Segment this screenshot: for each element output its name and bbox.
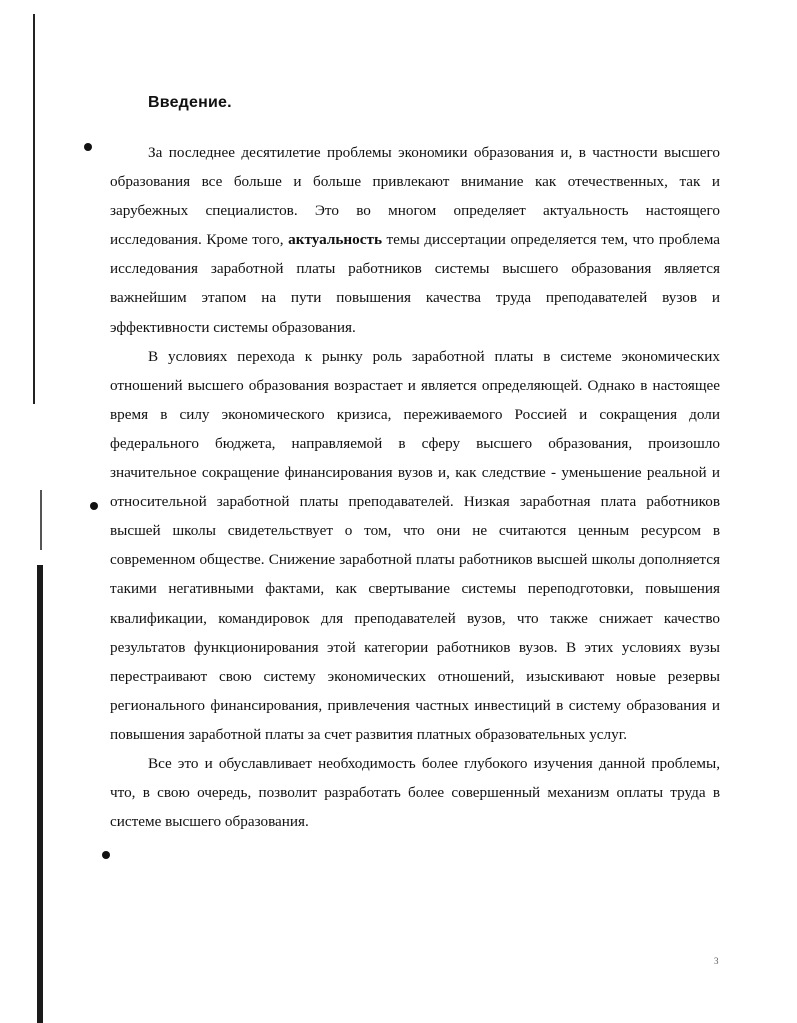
document-page xyxy=(110,94,720,836)
paragraph-2: В условиях перехода к рынку роль заработной платы в системе экономических отношений высшего образования возрастает и является определяющей. Однако в настоящее время в силу экономического кризиса, переживаемого Россией и сокращения доли федерального бюджета, направляемой в сферу высшего образования, произошло значительное сокращение финансирования вузов и, как следствие - уменьшение реальной и относительной заработной платы преподавателей. Низкая заработная плата работников высшей школы свидетельствует о том, что они не считаются ценным ресурсом в современном обществе. Снижение заработной платы работников высшей школы дополняется такими негативными фактами, как свертывание системы переподготовки, повышения квалификации, командировок для преподавателей вузов, что также снижает качество результатов функционирования этой категории работников вузов. В этих условиях вузы перестраивают свою систему экономических отношений, изыскивают новые резервы регионального финансирования, привлечения частных инвестиций в систему образования и повышения заработной платы за счет развития платных образовательных услуг. xyxy=(110,347,720,743)
paragraph-1-bold: актуальность xyxy=(288,231,382,249)
bullet-mark xyxy=(90,502,98,510)
paragraph-1-text-a: За последнее десятилетие проблемы экономики образования и, в частности высшего образования все больше и больше привлекают внимание как отечественных, так и зарубежных специалистов. Это во многом определяет актуальность настоящего исследования. Кроме того, xyxy=(110,144,720,249)
bullet-mark xyxy=(102,851,110,859)
paragraph-1-text-b: темы диссертации определяется тем, что проблема исследования заработной платы работников системы высшего образования является важнейшим этапом на пути повышения качества труда преподавателей вузов и эффективности системы образования. xyxy=(110,231,720,336)
page-title: Введение. xyxy=(148,94,232,111)
scan-edge-bar xyxy=(37,565,43,1023)
scan-edge-line xyxy=(40,490,42,550)
paragraph-1 xyxy=(110,138,720,342)
page-number: 3 xyxy=(714,956,719,966)
bullet-mark xyxy=(84,143,92,151)
paragraph-3: Все это и обуславливает необходимость более глубокого изучения данной проблемы, что, в свою очередь, позволит разработать более совершенный механизм оплаты труда в системе высшего образования. xyxy=(110,754,720,831)
scan-edge-line xyxy=(33,14,35,404)
